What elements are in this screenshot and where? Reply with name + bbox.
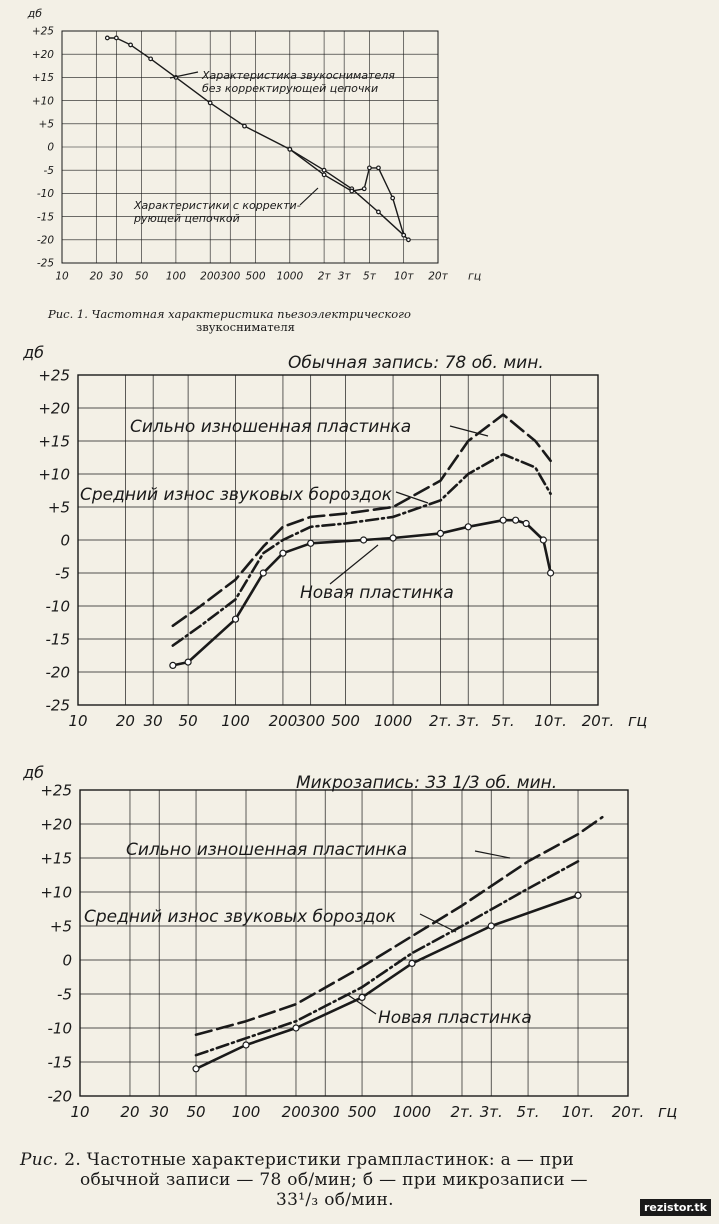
data-point [513,517,519,523]
y-tick-label: -15 [45,630,70,649]
y-tick-label: +10 [40,883,72,902]
data-point [368,166,372,170]
data-point [233,616,239,622]
chart-grid [62,31,438,263]
x-tick-label: 5т. [516,1103,540,1121]
data-point [280,550,286,556]
data-point [243,1042,249,1048]
figure-2-caption [20,1150,710,1210]
data-point [402,233,406,237]
y-tick-label: -15 [36,211,54,224]
x-tick-label: 5т. [491,712,515,730]
annotation-label: без корректирующей цепочки [202,82,379,95]
chart-title: Обычная запись: 78 об. мин. [288,353,544,373]
x-tick-label: 5т [363,270,376,283]
x-tick-label: 50 [186,1103,206,1121]
y-tick-label: 0 [47,141,54,154]
y-tick-label: +25 [40,781,72,800]
y-tick-label: -5 [55,564,70,583]
x-tick-label: 3т. [479,1103,503,1121]
data-point [391,196,395,200]
annotation-label: рующей цепочкой [134,212,240,225]
data-point [390,535,396,541]
data-point [575,892,581,898]
y-tick-label: +5 [49,917,72,936]
series-2 [288,148,410,242]
data-point [149,57,153,61]
figure-1-caption-line-2: звукоснимателя [196,320,295,334]
y-tick-label: -20 [36,234,54,247]
chart-3 [22,763,677,1121]
x-tick-label: 10т [393,270,414,283]
data-point [185,659,191,665]
annotation-label: Новая пластинка [300,583,454,603]
data-point [260,570,266,576]
data-point [170,662,176,668]
data-point [465,524,471,530]
x-tick-label: 100 [165,270,186,283]
x-tick-label: 30 [149,1103,169,1121]
data-point [409,960,415,966]
y-axis-unit-label: дб [27,7,42,20]
x-tick-label: 1000 [276,270,304,283]
y-tick-label: -25 [45,696,70,715]
y-axis-unit-label: дб [23,343,44,362]
x-tick-label: 20т [428,270,448,283]
data-point [293,1025,299,1031]
y-tick-label: -20 [47,1087,72,1106]
figure-2-caption-line-1: 2. Частотные характеристики грампластинок: а — при [64,1150,575,1170]
y-tick-label: -5 [57,985,72,1004]
data-point [208,101,212,105]
y-tick-label: -5 [43,164,54,177]
x-tick-label: 20т. [581,712,615,730]
data-point [362,187,366,191]
x-axis-unit-label: гц [628,711,648,730]
figure-2-caption-label: Рис. [20,1150,59,1170]
y-tick-label: 0 [62,951,72,970]
y-tick-label: +5 [47,498,70,517]
data-point [540,537,546,543]
annotation-label: Характеристики с корректи- [134,199,301,212]
plot-frame [80,790,628,1096]
x-axis-unit-label: гц [658,1102,678,1121]
y-tick-label: -10 [45,597,70,616]
annotation-label: Сильно изношенная пластинка [126,840,408,860]
chart-2 [22,343,647,730]
data-point [350,189,354,193]
data-point [115,36,119,40]
y-tick-label: -20 [45,663,70,682]
chart-title: Микрозапись: 33 1/3 об. мин. [296,773,558,793]
data-point [243,124,247,128]
data-point [129,43,133,47]
data-point [407,238,411,242]
x-tick-label: 200 [281,1103,311,1121]
x-tick-label: 1000 [373,712,413,730]
y-tick-label: -10 [47,1019,72,1038]
figure-2-caption-line-3: 33¹/₃ об/мин. [276,1190,394,1210]
annotation-leader [330,545,378,584]
x-tick-label: 10 [70,1103,90,1121]
data-point [361,537,367,543]
data-point [377,210,381,214]
x-tick-label: 500 [331,712,360,730]
annotation-label: Средний износ звуковых бороздок [84,907,397,927]
y-tick-label: 0 [60,531,70,550]
data-point [437,530,443,536]
data-point [548,570,554,576]
series-line [290,149,409,240]
y-tick-label: -25 [36,257,54,270]
data-point [106,36,110,40]
annotation-label: Характеристика звукоснимателя [202,69,395,82]
x-tick-label: 300 [220,270,241,283]
x-tick-label: 200 [268,712,298,730]
x-tick-label: 3т. [456,712,480,730]
x-tick-label: 300 [296,712,326,730]
data-point [377,166,381,170]
x-tick-label: 2т. [450,1103,474,1121]
y-tick-label: +10 [31,95,54,108]
data-point [193,1066,199,1072]
x-tick-label: 30 [143,712,163,730]
data-point [500,517,506,523]
x-tick-label: 10т. [534,712,567,730]
x-tick-label: 50 [178,712,198,730]
chart-grid [80,790,628,1096]
data-point [359,994,365,1000]
y-tick-label: -10 [36,188,54,201]
data-point [322,168,326,172]
x-tick-label: 20т. [611,1103,645,1121]
x-tick-label: 2т [317,270,331,283]
y-tick-label: +20 [38,399,70,418]
y-tick-label: +5 [38,118,54,131]
x-axis-unit-label: гц [468,269,482,283]
x-tick-label: 200 [200,270,221,283]
data-point [308,540,314,546]
data-point [523,521,529,527]
x-tick-label: 10 [68,712,88,730]
x-tick-label: 30 [109,270,124,283]
x-tick-label: 2т. [428,712,453,730]
x-tick-label: 500 [347,1103,377,1121]
figure-2-caption-line-2: обычной записи — 78 об/мин; б — при микрозаписи — [80,1170,588,1190]
annotation-label: Средний износ звуковых бороздок [80,485,393,505]
y-tick-label: +15 [38,432,70,451]
x-tick-label: 10 [55,270,69,283]
y-tick-label: +15 [31,72,54,85]
y-tick-label: +25 [31,25,54,38]
annotation-label: Новая пластинка [378,1008,532,1028]
data-point [322,173,326,177]
y-tick-label: -15 [47,1053,72,1072]
y-tick-label: +25 [38,366,70,385]
y-axis-unit-label: дб [23,763,44,782]
x-tick-label: 3т [337,270,351,283]
x-tick-label: 1000 [392,1103,432,1121]
annotation-label: Сильно изношенная пластинка [130,417,412,437]
data-point [288,148,292,152]
y-tick-label: +15 [40,849,72,868]
chart-1 [27,7,482,283]
figure-1-caption-line-1: Рис. 1. Частотная характеристика пьезоэлектрического [48,307,411,321]
data-point [488,923,494,929]
y-tick-label: +20 [31,48,54,61]
x-tick-label: 20 [120,1103,140,1121]
x-tick-label: 20 [115,712,135,730]
x-tick-label: 50 [134,270,149,283]
x-tick-label: 10т. [561,1103,595,1121]
figure-1-caption [48,308,468,334]
x-tick-label: 100 [231,1103,261,1121]
series-line [173,454,551,645]
y-tick-label: +10 [38,465,70,484]
annotation-leader [475,851,510,858]
x-tick-label: 100 [221,712,250,730]
x-tick-label: 20 [89,270,103,283]
y-tick-label: +20 [40,815,72,834]
x-tick-label: 500 [245,270,266,283]
x-tick-label: 300 [310,1103,340,1121]
annotation-leader [300,188,318,205]
series-2 [173,454,551,645]
watermark: rezistor.tk [640,1199,711,1216]
